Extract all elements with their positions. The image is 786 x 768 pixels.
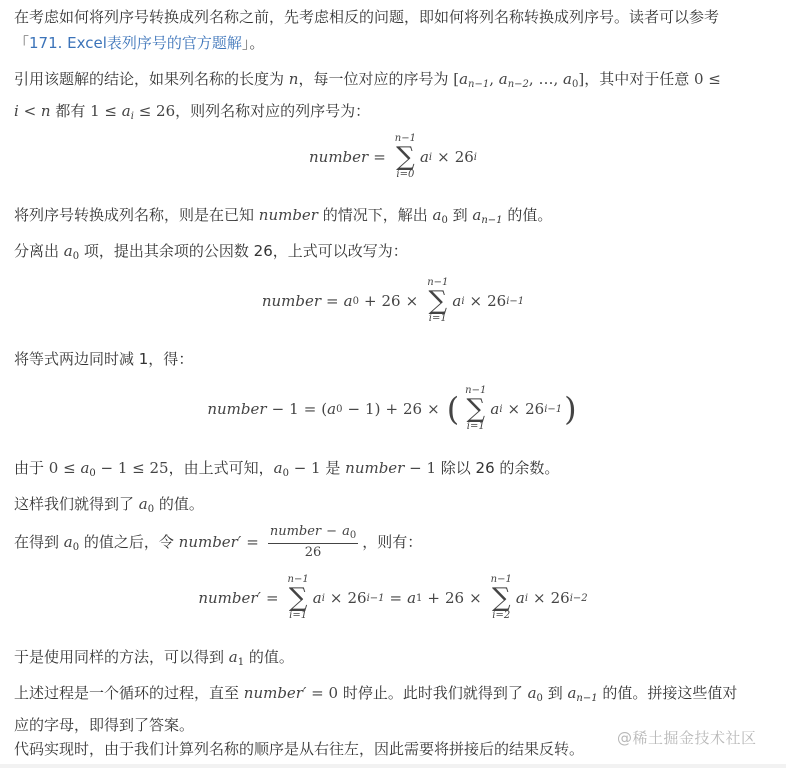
bottom-divider (0, 764, 786, 768)
bracket-close: 」。 (241, 34, 265, 52)
subtract-paragraph: 将等式两边同时减 1，得： (14, 350, 194, 368)
remainder-paragraph: 由于 $0 \le a_0 - 1 \le 25$，由上式可知，$a_0 - 1$ 是 number − 1 除以 26 的余数。 (14, 459, 560, 479)
text: 都有 (55, 102, 91, 120)
reverse-paragraph: 代码实现时，由于我们计算列名称的顺序是从右往左，因此需要将拼接后的结果反转。 (14, 740, 585, 758)
range-math: $1 \le a_i \le 26$ (90, 102, 176, 122)
sigma-symbol: n−1 ∑ i=2 (490, 574, 512, 621)
separate-paragraph: 分离出 $a_0$ 项，提出其余项的公因数 26，上式可以改写为： (14, 242, 408, 262)
text: 引用该题解的结论，如果列名称的长度为 (14, 70, 289, 88)
juejin-watermark: @稀土掘金技术社区 (617, 729, 757, 747)
got-a0-paragraph: 这样我们就得到了 $a_0$ 的值。 (14, 495, 204, 515)
math-n: n (288, 70, 299, 88)
sigma-symbol: n−1 ∑ i=1 (465, 385, 487, 432)
math-i-lt-n: i < n (14, 102, 56, 120)
define-number-prime-paragraph: 在得到 $a_0$ 的值之后，令 number′ = $\frac{number - a_0}{26}$ ，则有： (14, 523, 423, 560)
sigma-symbol: n−1 ∑ i=0 (394, 133, 416, 180)
equation-number-prime: number′ = n−1 ∑ i=1 a i × 26 i−1 = a 1 + 26 × n−1 ∑ i=2 a i × 26 i−2 (198, 574, 588, 621)
intro-text: 在考虑如何将列序号转换成列名称之前，先考虑相反的问题，即如何将列名称转换成列序号。读者可以参考 (14, 8, 720, 26)
bracket-open: 「 (14, 34, 30, 52)
sigma-symbol: n−1 ∑ i=1 (427, 277, 449, 324)
text: ，其中对于任意 (584, 70, 694, 88)
equation-separated: number = a 0 + 26 × n−1 ∑ i=1 a i × 26 i−1 (261, 277, 525, 324)
text: ，则列名称对应的列序号为： (175, 102, 371, 120)
equation-minus-one: number − 1 = ( a 0 − 1 ) + 26 × ( n−1 ∑ i=1 a i × 26 i−1 ) (207, 385, 577, 432)
sequence-math: [$a_{n-1}$, $a_{n-2}$, …, $a_0$] (453, 70, 585, 90)
math-zero-leq: 0 ≤ (693, 70, 721, 88)
conclusion-paragraph (14, 66, 776, 130)
intro-paragraph (14, 4, 776, 56)
fraction: $\frac{number - a_0}{26}$ (269, 523, 357, 560)
text: ，每一位对应的序号为 (298, 70, 454, 88)
sigma-symbol: n−1 ∑ i=1 (287, 574, 309, 621)
inverse-paragraph: 将列序号转换成列名称，则是在已知 number 的情况下，解出 $a_0$ 到 $a_{n-1}$ 的值。 (14, 206, 553, 226)
loop-paragraph: 上述过程是一个循环的过程，直至 number′ = 0 时停止。此时我们就得到了 $a_0$ 到 $a_{n-1}$ 的值。拼接这些值对 应的字母，即得到了答案。 (14, 684, 738, 734)
same-method-paragraph: 于是使用同样的方法，可以得到 $a_1$ 的值。 (14, 648, 294, 668)
equation-number-sum: number = n−1 ∑ i=0 a i × 26 i (309, 133, 477, 180)
excel-column-number-solution-link[interactable]: 171. Excel表列序号的官方题解 (29, 34, 242, 52)
